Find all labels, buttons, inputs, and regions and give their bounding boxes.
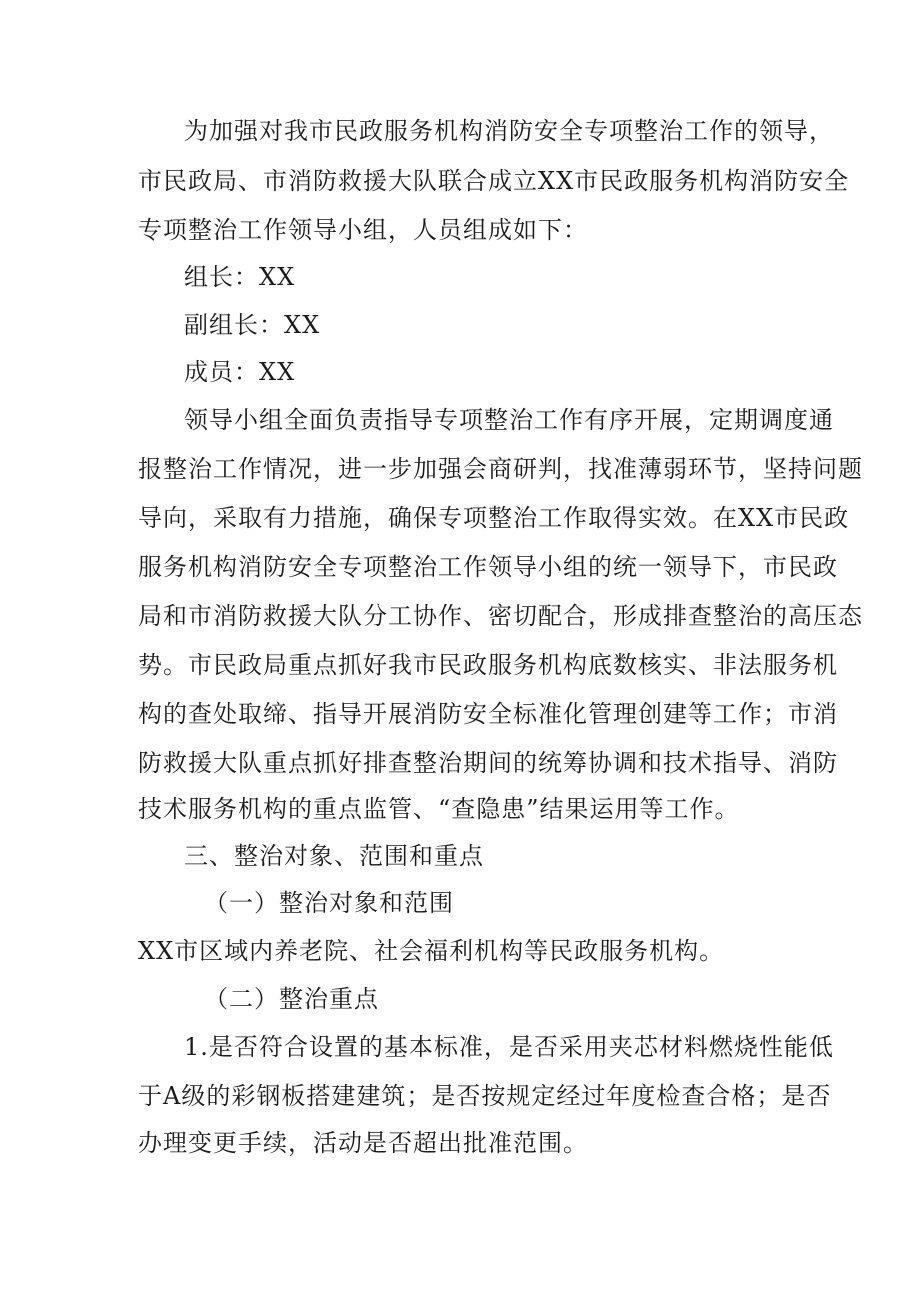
paragraph-line: 技术服务机构的重点监管、“查隐患”结果运用等工作。 xyxy=(138,795,740,823)
paragraph-line: 构的查处取缔、指导开展消防安全标准化管理创建等工作；市消 xyxy=(138,700,838,728)
paragraph-line: 服务机构消防安全专项整治工作领导小组的统一领导下，市民政 xyxy=(138,553,838,581)
group-members: 成员：XX xyxy=(184,358,296,386)
scope-text: XX市区域内养老院、社会福利机构等民政服务机构。 xyxy=(138,937,725,965)
paragraph-line: 势。市民政局重点抓好我市民政服务机构底数核实、非法服务机 xyxy=(138,651,838,679)
paragraph-line: 为加强对我市民政服务机构消防安全专项整治工作的领导， xyxy=(184,117,834,145)
group-leader: 组长：XX xyxy=(184,263,296,291)
paragraph-line: 办理变更手续，活动是否超出批准范围。 xyxy=(138,1129,588,1157)
paragraph-line: 于A级的彩钢板搭建建筑；是否按规定经过年度检查合格；是否 xyxy=(138,1082,832,1110)
subsection-heading: （二）整治重点 xyxy=(204,985,379,1013)
deputy-group-leader: 副组长：XX xyxy=(184,311,321,339)
paragraph-line: 局和市消防救援大队分工协作、密切配合，形成排查整治的高压态 xyxy=(138,602,863,630)
paragraph-line: 领导小组全面负责指导专项整治工作有序开展，定期调度通 xyxy=(184,406,834,434)
paragraph-line: 市民政局、市消防救援大队联合成立XX市民政服务机构消防安全 xyxy=(138,167,850,195)
subsection-heading: （一）整治对象和范围 xyxy=(204,889,454,917)
paragraph-line: 1.是否符合设置的基本标准，是否采用夹芯材料燃烧性能低 xyxy=(184,1033,834,1061)
paragraph-line: 防救援大队重点抓好排查整治期间的统筹协调和技术指导、消防 xyxy=(138,749,838,777)
paragraph-line: 导向，采取有力措施，确保专项整治工作取得实效。在XX市民政 xyxy=(138,504,850,532)
paragraph-line: 报整治工作情况，进一步加强会商研判，找准薄弱环节，坚持问题 xyxy=(138,455,863,483)
paragraph-line: 专项整治工作领导小组，人员组成如下： xyxy=(138,216,588,244)
section-heading: 三、整治对象、范围和重点 xyxy=(184,842,484,870)
